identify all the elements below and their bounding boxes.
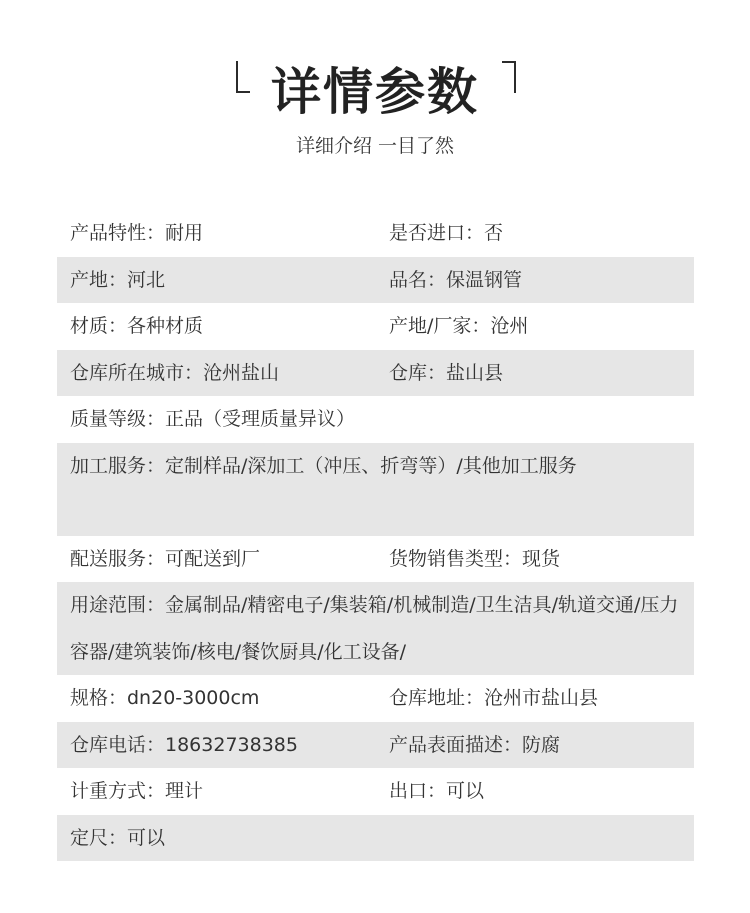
param-cell: 规格：dn20-3000cm — [70, 687, 260, 709]
param-cell: 配送服务：可配送到厂 — [70, 547, 261, 570]
params-table — [57, 210, 694, 861]
param-cell: 计重方式：理计 — [70, 780, 204, 802]
param-row — [57, 396, 694, 443]
param-row — [57, 815, 694, 862]
param-row — [57, 257, 694, 304]
param-cell: 出口：可以 — [389, 780, 485, 802]
param-cell: 产品特性：耐用 — [70, 222, 204, 244]
title-bracket-left — [236, 61, 250, 93]
param-cell: 产地/厂家：沧州 — [389, 315, 529, 337]
page-subtitle: 详细介绍 一目了然 — [295, 135, 455, 157]
page-title: 详情参数 — [271, 63, 479, 121]
title-bracket-right — [502, 61, 516, 93]
param-cell: 仓库地址：沧州市盐山县 — [389, 687, 599, 709]
param-row — [57, 303, 694, 350]
param-cell: 用途范围：金属制品/精密电子/集装箱/机械制造/卫生洁具/轨道交通/压力容器/建筑装饰/核电/餐饮厨具/化工设备/ — [70, 594, 679, 663]
param-cell: 仓库所在城市：沧州盐山 — [70, 361, 280, 384]
param-cell: 产品表面描述：防腐 — [389, 733, 561, 756]
header — [0, 0, 750, 200]
param-cell: 定尺：可以 — [70, 826, 166, 849]
param-cell: 仓库：盐山县 — [389, 361, 504, 384]
param-cell: 仓库电话：18632738385 — [70, 733, 298, 756]
param-row — [57, 350, 694, 397]
param-cell: 货物销售类型：现货 — [389, 547, 561, 570]
param-row — [57, 536, 694, 583]
param-row — [57, 768, 694, 815]
param-cell: 品名：保温钢管 — [389, 268, 523, 291]
param-row — [57, 675, 694, 722]
param-row — [57, 210, 694, 257]
param-cell: 加工服务：定制样品/深加工（冲压、折弯等）/其他加工服务 — [70, 454, 577, 477]
param-row — [57, 582, 694, 675]
param-cell: 材质：各种材质 — [70, 315, 204, 337]
param-cell: 产地：河北 — [70, 268, 166, 291]
param-cell: 质量等级：正品（受理质量异议） — [70, 408, 356, 430]
param-row — [57, 443, 694, 536]
param-row — [57, 722, 694, 769]
param-cell: 是否进口：否 — [389, 222, 504, 244]
